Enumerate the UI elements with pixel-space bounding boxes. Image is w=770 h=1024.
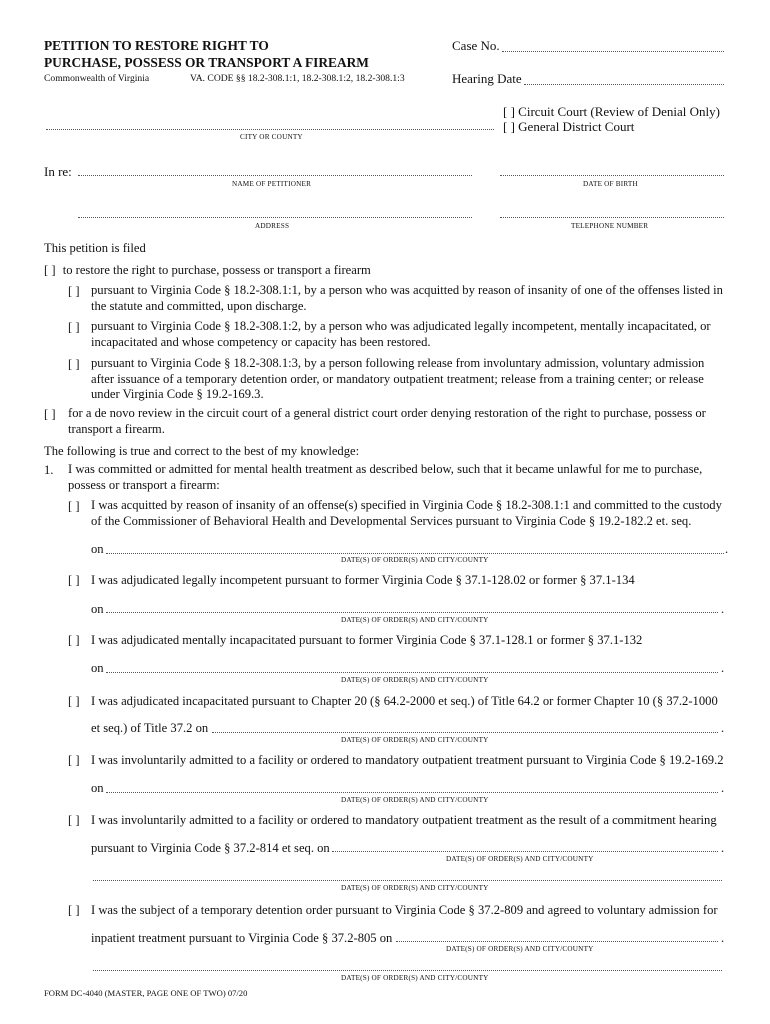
- commitment-date-field[interactable]: [332, 851, 718, 852]
- restore-option[interactable]: [44, 262, 371, 278]
- period: .: [721, 721, 725, 735]
- temporary-detention-option: I was the subject of a temporary detention order pursuant to Virginia Code § 37.2-809 and agreed to voluntary admission for: [91, 903, 718, 917]
- checkbox[interactable]: [ ]: [503, 119, 515, 134]
- on-label: on: [91, 602, 104, 616]
- hearing-date-label: Hearing Date: [452, 71, 522, 86]
- commonwealth-label: Commonwealth of Virginia: [44, 73, 150, 84]
- in-re-label: In re:: [44, 164, 72, 179]
- general-district-court-option[interactable]: [503, 119, 634, 135]
- incapacitated-chapter-20-option: I was adjudicated incapacitated pursuant to Chapter 20 (§ 64.2-2000 et seq.) of Title 64.2 or former Chapter 10 (§ 37.2-1000: [91, 694, 718, 708]
- petitioner-name-caption: NAME OF PETITIONER: [232, 180, 312, 188]
- acquitted-insanity-option: I was acquitted by reason of insanity of an offense(s) specified in Virginia Code § 18.2-308.1:1 and committed to the custody of the Commissioner of Behavioral Health and Developmental Services pursuant to Virginia Code § 19.2-182.2 et. seq.: [91, 498, 722, 528]
- on-label: on: [91, 661, 104, 675]
- acquitted-date-field[interactable]: [106, 553, 724, 554]
- telephone-field[interactable]: [500, 217, 724, 218]
- hearing-date-field[interactable]: [524, 84, 724, 85]
- date-caption: DATE(S) OF ORDER(S) AND CITY/COUNTY: [341, 796, 489, 804]
- period: .: [721, 841, 725, 855]
- date-caption: DATE(S) OF ORDER(S) AND CITY/COUNTY: [341, 736, 489, 744]
- checkbox[interactable]: [ ]: [68, 499, 80, 513]
- on-label: on: [91, 781, 104, 795]
- commitment-hearing-cont: pursuant to Virginia Code § 37.2-814 et seq. on: [91, 841, 330, 855]
- checkbox[interactable]: [ ]: [68, 903, 80, 917]
- checkbox[interactable]: [ ]: [68, 357, 80, 371]
- incompetent-date-field[interactable]: [106, 612, 718, 613]
- case-no-field[interactable]: [502, 51, 724, 52]
- incapacitated-chapter-20-cont: et seq.) of Title 37.2 on: [91, 721, 209, 735]
- checkbox[interactable]: [ ]: [68, 753, 80, 767]
- form-title-line2: PURCHASE, POSSESS OR TRANSPORT A FIREARM: [44, 55, 369, 70]
- address-field[interactable]: [78, 217, 472, 218]
- checkbox[interactable]: [ ]: [68, 284, 80, 298]
- case-no-label: Case No.: [452, 38, 500, 53]
- period: .: [721, 661, 725, 675]
- checkbox[interactable]: [ ]: [68, 633, 80, 647]
- date-caption: DATE(S) OF ORDER(S) AND CITY/COUNTY: [341, 556, 489, 564]
- code-reference: VA. CODE §§ 18.2-308.1:1, 18.2-308.1:2, 18.2-308.1:3: [190, 73, 405, 84]
- date-of-birth-field[interactable]: [500, 175, 724, 176]
- period: .: [721, 931, 725, 945]
- circuit-court-option[interactable]: [503, 104, 720, 120]
- period: .: [725, 542, 729, 556]
- date-caption: DATE(S) OF ORDER(S) AND CITY/COUNTY: [341, 974, 489, 982]
- checkbox[interactable]: [ ]: [68, 320, 80, 334]
- option-18-2-308-1-2: pursuant to Virginia Code § 18.2-308.1:2, by a person who was adjudicated legally incompetent, mentally incapacitated, or incapacitated and whose competency or capacity has been restored.: [91, 319, 711, 349]
- telephone-caption: TELEPHONE NUMBER: [571, 222, 649, 230]
- date-caption: DATE(S) OF ORDER(S) AND CITY/COUNTY: [341, 884, 489, 892]
- commitment-date-field-2[interactable]: [93, 880, 722, 881]
- address-caption: ADDRESS: [255, 222, 290, 230]
- detention-date-field-2[interactable]: [93, 970, 722, 971]
- city-county-field[interactable]: [46, 129, 494, 130]
- mentally-incapacitated-option: I was adjudicated mentally incapacitated pursuant to former Virginia Code § 37.1-128.1 or former § 37.1-132: [91, 633, 643, 647]
- checkbox[interactable]: [ ]: [44, 263, 56, 277]
- involuntary-19-2-169-2-option: I was involuntarily admitted to a facility or ordered to mandatory outpatient treatment pursuant to Virginia Code § 19.2-169.2: [91, 753, 724, 767]
- petition-filed-heading: This petition is filed: [44, 241, 146, 255]
- period: .: [721, 781, 725, 795]
- de-novo-option: for a de novo review in the circuit court of a general district court order denying restoration of the right to purchase, possess or transport a firearm.: [68, 406, 706, 436]
- involuntary-date-field[interactable]: [106, 792, 718, 793]
- general-district-court-label: General District Court: [518, 119, 635, 134]
- date-of-birth-caption: DATE OF BIRTH: [583, 180, 638, 188]
- date-caption: DATE(S) OF ORDER(S) AND CITY/COUNTY: [446, 855, 594, 863]
- detention-date-field[interactable]: [396, 941, 718, 942]
- option-18-2-308-1-1: pursuant to Virginia Code § 18.2-308.1:1, by a person who was acquitted by reason of insanity of one of the offenses listed in the statute and committed, upon discharge.: [91, 283, 723, 313]
- form-title-line1: PETITION TO RESTORE RIGHT TO: [44, 38, 269, 53]
- date-caption: DATE(S) OF ORDER(S) AND CITY/COUNTY: [341, 676, 489, 684]
- period: .: [721, 602, 725, 616]
- circuit-court-label: Circuit Court (Review of Denial Only): [518, 104, 720, 119]
- form-footer: FORM DC-4040 (MASTER, PAGE ONE OF TWO) 07/20: [44, 988, 248, 998]
- date-caption: DATE(S) OF ORDER(S) AND CITY/COUNTY: [446, 945, 594, 953]
- checkbox[interactable]: [ ]: [44, 407, 56, 421]
- statement-intro: The following is true and correct to the best of my knowledge:: [44, 444, 360, 458]
- checkbox[interactable]: [ ]: [68, 573, 80, 587]
- restore-label: to restore the right to purchase, possess or transport a firearm: [62, 263, 371, 277]
- city-county-caption: CITY OR COUNTY: [240, 133, 303, 141]
- date-caption: DATE(S) OF ORDER(S) AND CITY/COUNTY: [341, 616, 489, 624]
- legally-incompetent-option: I was adjudicated legally incompetent pursuant to former Virginia Code § 37.1-128.02 or former § 37.1-134: [91, 573, 635, 587]
- incapacitated-date-field[interactable]: [106, 672, 718, 673]
- commitment-hearing-option: I was involuntarily admitted to a facility or ordered to mandatory outpatient treatment as the result of a commitment hearing: [91, 813, 717, 827]
- item-1-text: I was committed or admitted for mental health treatment as described below, such that it became unlawful for me to purchase, possess or transport a firearm:: [68, 462, 703, 492]
- checkbox[interactable]: [ ]: [68, 813, 80, 827]
- chapter-20-date-field[interactable]: [212, 732, 718, 733]
- item-number-1: 1.: [44, 463, 54, 477]
- petitioner-name-field[interactable]: [78, 175, 472, 176]
- option-18-2-308-1-3: pursuant to Virginia Code § 18.2-308.1:3, by a person following release from involuntary admission, voluntary admission after issuance of a temporary detention order, or mandatory outpatient treatment; release from a training center; or release under Virginia Code § 19.2-169.3.: [91, 356, 705, 401]
- checkbox[interactable]: [ ]: [503, 104, 515, 119]
- on-label: on: [91, 542, 104, 556]
- temporary-detention-cont: inpatient treatment pursuant to Virginia Code § 37.2-805 on: [91, 931, 393, 945]
- checkbox[interactable]: [ ]: [68, 694, 80, 708]
